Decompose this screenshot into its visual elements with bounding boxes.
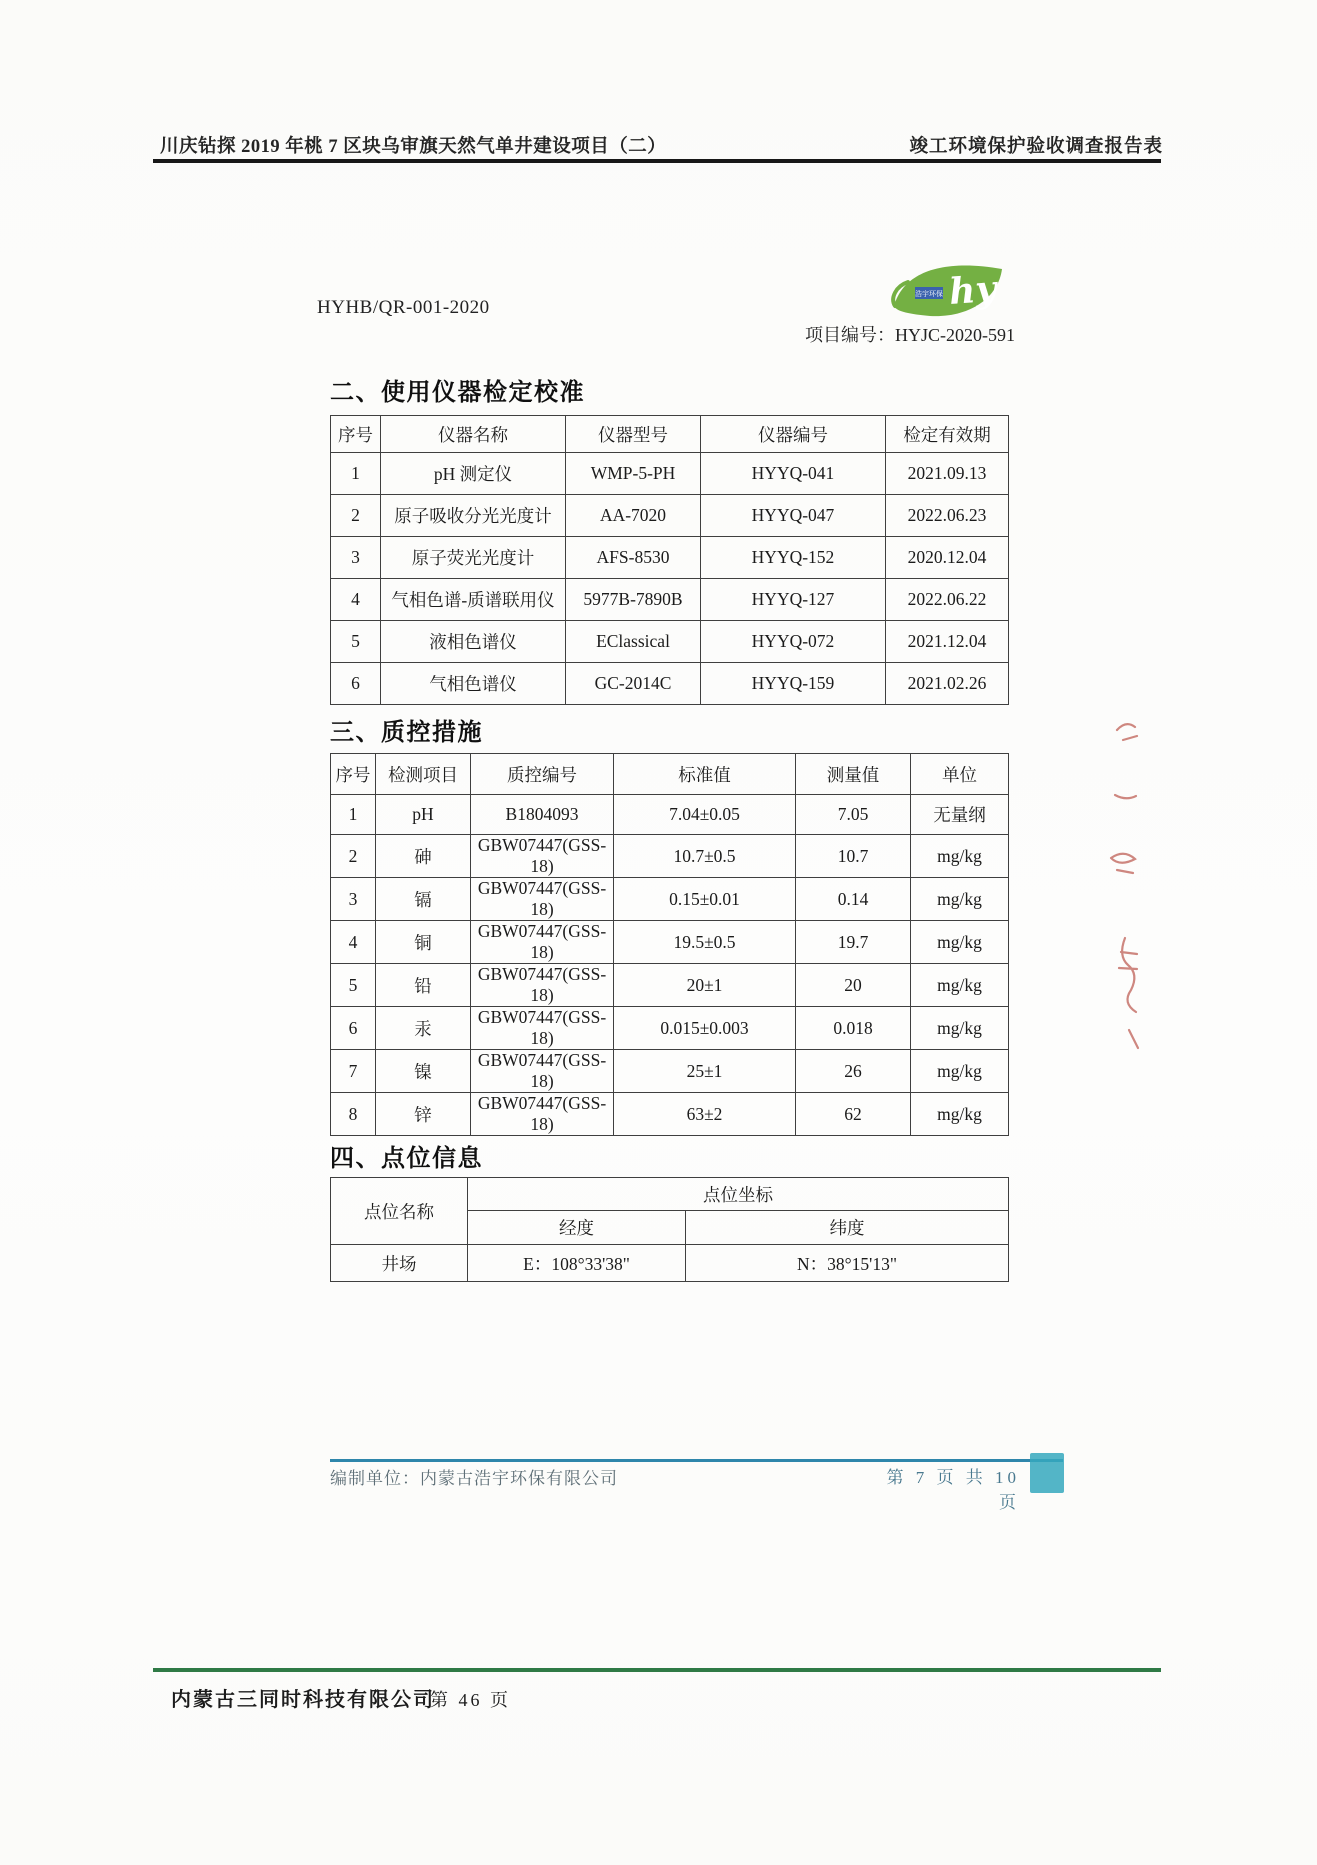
cell: EClassical (566, 621, 701, 663)
document-code: HYHB/QR-001-2020 (317, 297, 490, 318)
cell: 锌 (376, 1093, 471, 1136)
company-logo (888, 256, 1010, 322)
table-header-row (331, 754, 1009, 795)
section-title-points: 四、点位信息 (330, 1145, 483, 1172)
cell: 铜 (376, 921, 471, 964)
cell: 无量纲 (911, 795, 1009, 835)
cell: 2021.09.13 (886, 453, 1009, 495)
bottom-company: 内蒙古三同时科技有限公司 (171, 1689, 435, 1711)
cell: GC-2014C (566, 663, 701, 705)
cell: 液相色谱仪 (381, 621, 566, 663)
instrument-calibration-table (330, 415, 1009, 705)
cell: 4 (331, 579, 381, 621)
table-row (331, 453, 1009, 495)
column-header: 序号 (331, 754, 376, 795)
cell: WMP-5-PH (566, 453, 701, 495)
cell: 26 (796, 1050, 911, 1093)
cell: 7.04±0.05 (614, 795, 796, 835)
cell: 20±1 (614, 964, 796, 1007)
cell: 0.018 (796, 1007, 911, 1050)
footer-prepared-by: 编制单位：内蒙古浩宇环保有限公司 (330, 1469, 618, 1488)
cell: 气相色谱仪 (381, 663, 566, 705)
cell: 1 (331, 453, 381, 495)
cell: 10.7±0.5 (614, 835, 796, 878)
cell: 7.05 (796, 795, 911, 835)
cell: pH 测定仪 (381, 453, 566, 495)
cell: 25±1 (614, 1050, 796, 1093)
cell: 6 (331, 663, 381, 705)
cell: 2021.02.26 (886, 663, 1009, 705)
cell: AA-7020 (566, 495, 701, 537)
cell: HYYQ-041 (701, 453, 886, 495)
cell: HYYQ-127 (701, 579, 886, 621)
longitude-header: 经度 (468, 1211, 686, 1245)
cell: mg/kg (911, 964, 1009, 1007)
footer-page-info: 第 7 页 共 10 页 (886, 1468, 1020, 1512)
table-row (331, 579, 1009, 621)
cell: GBW07447(GSS-18) (471, 1050, 614, 1093)
table-row (331, 1245, 1009, 1282)
cell: GBW07447(GSS-18) (471, 1007, 614, 1050)
bottom-rule (153, 1668, 1161, 1672)
project-number: 项目编号：HYJC-2020-591 (805, 325, 1015, 345)
cell: mg/kg (911, 1007, 1009, 1050)
cell: 2022.06.23 (886, 495, 1009, 537)
page-header-right: 竣工环境保护验收调查报告表 (909, 137, 1163, 157)
leaf-logo-icon (888, 256, 1010, 322)
column-header: 测量值 (796, 754, 911, 795)
table-row (331, 835, 1009, 878)
cell: 3 (331, 878, 376, 921)
cell: 5 (331, 621, 381, 663)
header-rule (153, 159, 1161, 163)
cell: 4 (331, 921, 376, 964)
cell: 1 (331, 795, 376, 835)
cell: 19.7 (796, 921, 911, 964)
table-row (331, 878, 1009, 921)
scan-highlight-mark (1030, 1453, 1064, 1493)
cell: 铅 (376, 964, 471, 1007)
bottom-page-number: 第 46 页 (430, 1690, 511, 1710)
cell: 8 (331, 1093, 376, 1136)
column-header: 单位 (911, 754, 1009, 795)
table-row (331, 495, 1009, 537)
cell: mg/kg (911, 878, 1009, 921)
section-title-instruments: 二、使用仪器检定校准 (330, 379, 585, 406)
cell: 7 (331, 1050, 376, 1093)
cell: 镉 (376, 878, 471, 921)
column-header: 仪器型号 (566, 416, 701, 453)
cell: HYYQ-159 (701, 663, 886, 705)
latitude-header: 纬度 (686, 1211, 1009, 1245)
table-header-row (331, 1178, 1009, 1211)
cell: 原子荧光光度计 (381, 537, 566, 579)
cell: 63±2 (614, 1093, 796, 1136)
cell: 20 (796, 964, 911, 1007)
table-row (331, 964, 1009, 1007)
cell: HYYQ-047 (701, 495, 886, 537)
cell: 砷 (376, 835, 471, 878)
cell: 10.7 (796, 835, 911, 878)
table-row (331, 1007, 1009, 1050)
cell: 19.5±0.5 (614, 921, 796, 964)
cell: 0.15±0.01 (614, 878, 796, 921)
column-header: 标准值 (614, 754, 796, 795)
column-header: 检定有效期 (886, 416, 1009, 453)
cell: HYYQ-152 (701, 537, 886, 579)
cell: 6 (331, 1007, 376, 1050)
point-info-table (330, 1177, 1009, 1282)
cell: GBW07447(GSS-18) (471, 964, 614, 1007)
cell: 5977B-7890B (566, 579, 701, 621)
column-header: 检测项目 (376, 754, 471, 795)
handwritten-red-marks (1095, 700, 1170, 1080)
point-name-cell: 井场 (331, 1245, 468, 1282)
cell: 原子吸收分光光度计 (381, 495, 566, 537)
coord-header: 点位坐标 (468, 1178, 1009, 1211)
column-header: 仪器编号 (701, 416, 886, 453)
table-row (331, 621, 1009, 663)
cell: 0.015±0.003 (614, 1007, 796, 1050)
cell: 0.14 (796, 878, 911, 921)
svg-text:hy: hy (947, 267, 998, 313)
cell: 2020.12.04 (886, 537, 1009, 579)
cell: mg/kg (911, 921, 1009, 964)
table-row (331, 1093, 1009, 1136)
table-header-row (331, 416, 1009, 453)
column-header: 仪器名称 (381, 416, 566, 453)
cell: 气相色谱-质谱联用仪 (381, 579, 566, 621)
column-header: 序号 (331, 416, 381, 453)
cell: 2021.12.04 (886, 621, 1009, 663)
qc-measures-table (330, 753, 1009, 1136)
cell: 2 (331, 835, 376, 878)
table-row (331, 1050, 1009, 1093)
latitude-cell: N：38°15'13" (686, 1245, 1009, 1282)
cell: 2 (331, 495, 381, 537)
table-row (331, 795, 1009, 835)
cell: pH (376, 795, 471, 835)
cell: mg/kg (911, 1093, 1009, 1136)
cell: 5 (331, 964, 376, 1007)
table-row (331, 921, 1009, 964)
longitude-cell: E：108°33'38" (468, 1245, 686, 1282)
table-row (331, 537, 1009, 579)
point-name-header: 点位名称 (331, 1178, 468, 1245)
table-row (331, 663, 1009, 705)
page-header-left: 川庆钻探 2019 年桃 7 区块乌审旗天然气单井建设项目（二） (160, 137, 667, 157)
cell: 镍 (376, 1050, 471, 1093)
cell: HYYQ-072 (701, 621, 886, 663)
cell: mg/kg (911, 835, 1009, 878)
cell: GBW07447(GSS-18) (471, 835, 614, 878)
cell: mg/kg (911, 1050, 1009, 1093)
footer-rule (330, 1459, 1063, 1462)
cell: GBW07447(GSS-18) (471, 1093, 614, 1136)
column-header: 质控编号 (471, 754, 614, 795)
cell: 汞 (376, 1007, 471, 1050)
section-title-qc: 三、质控措施 (330, 719, 483, 746)
cell: AFS-8530 (566, 537, 701, 579)
svg-text:浩宇环保: 浩宇环保 (915, 290, 943, 298)
cell: B1804093 (471, 795, 614, 835)
cell: 3 (331, 537, 381, 579)
cell: 62 (796, 1093, 911, 1136)
cell: 2022.06.22 (886, 579, 1009, 621)
cell: GBW07447(GSS-18) (471, 878, 614, 921)
cell: GBW07447(GSS-18) (471, 921, 614, 964)
